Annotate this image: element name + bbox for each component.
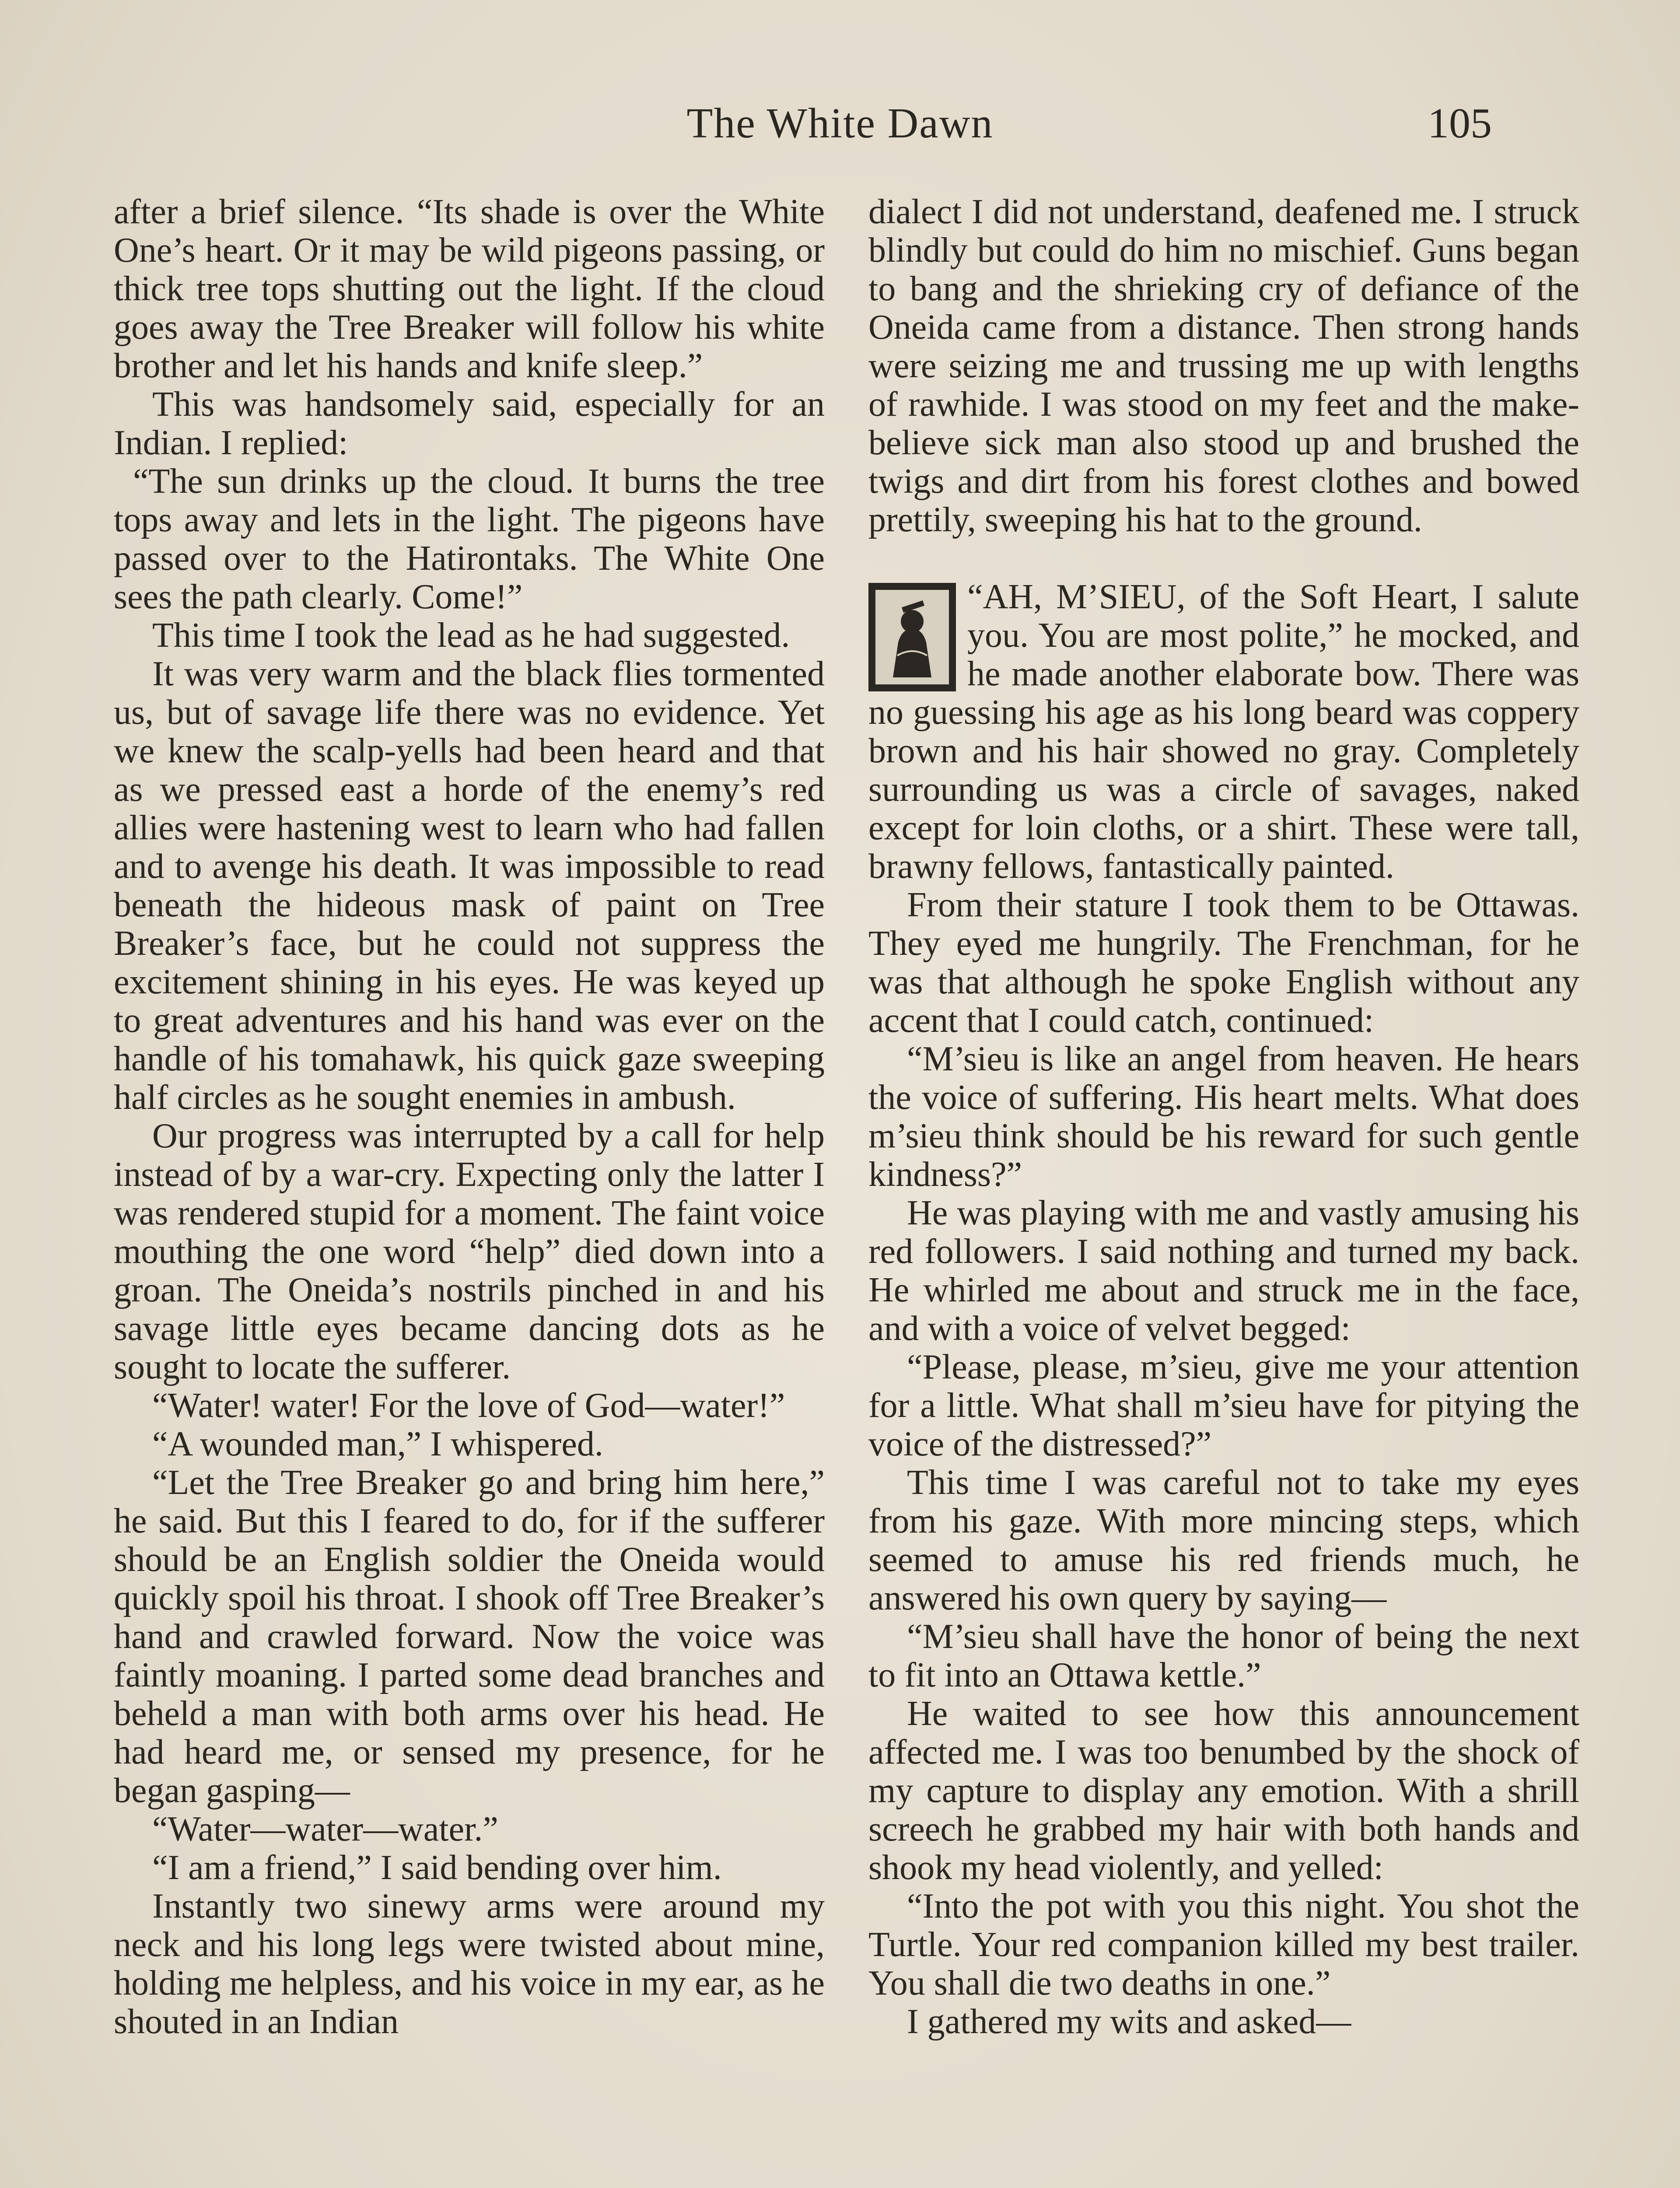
paragraph: I gathered my wits and asked—	[907, 2002, 1351, 2041]
paragraph: This time I was careful not to take my eyes from his gaze. With more mincing steps, which seemed to amuse his red friends much, he answered his own query by saying—	[868, 1463, 1579, 1617]
paragraph: “M’sieu shall have the honor of being the next to fit into an Ottawa kettle.”	[868, 1617, 1579, 1694]
paragraph: From their stature I took them to be Ottawas. They eyed me hungrily. The Frenchman, for he was that although he spoke English without any accent that I could catch, continued:	[868, 886, 1579, 1040]
paragraph: “The sun drinks up the cloud. It burns the tree tops away and lets in the light. The pigeons have passed over to the Hatirontaks. The White One sees the path clearly. Come!”	[114, 462, 825, 616]
paragraph: “Water—water—water.”	[152, 1810, 498, 1848]
paragraph: “Into the pot with you this night. You shot the Turtle. Your red companion killed my best trailer. You shall die two deaths in one.”	[868, 1887, 1579, 2002]
paragraph: It was very warm and the black flies tormented us, but of savage life there was no evidence. Yet we knew the scalp-yells had been heard and that as we pressed east a horde of the enemy’s red allies were hastening west to learn who had fallen and to avenge his death. It was impossible to read beneath the hideous mask of paint on Tree Breaker’s face, but he could not suppress the excitement shining in his eyes. He was keyed up to great adventures and his hand was ever on the handle of his tomahawk, his quick gaze sweeping half circles as he sought enemies in ambush.	[114, 655, 825, 1117]
page-number: 105	[1428, 100, 1492, 147]
paragraph: after a brief silence. “Its shade is over the White One’s heart. Or it may be wild pigeons passing, or thick tree tops shutting out the light. If the cloud goes away the Tree Breaker will follow his white brother and let his hands and knife sleep.”	[114, 193, 825, 385]
paragraph: “Water! water! For the love of God—water!”	[152, 1386, 785, 1425]
paragraph: This time I took the lead as he had suggested.	[152, 616, 790, 655]
page-header	[114, 99, 1566, 151]
paragraph: He was playing with me and vastly amusing his red followers. I said nothing and turned my back. He whirled me about and struck me in the face, and with a voice of velvet begged:	[868, 1194, 1579, 1348]
paragraph: dialect I did not understand, deafened me. I struck blindly but could do him no mischief. Guns began to bang and the shrieking cry of defiance of the Oneida came from a distance. Then strong hands were seizing me and trussing me up with lengths of rawhide. I was stood on my feet and the make-believe sick man also stood up and brushed the twigs and dirt from his forest clothes and bowed prettily, sweeping his hat to the ground.	[868, 193, 1579, 539]
paragraph: “I am a friend,” I said bending over him.	[152, 1848, 722, 1887]
paragraph: “AH, M’SIEU, of the Soft Heart, I salute you. You are most polite,” he mocked, and he made another elaborate bow. There was no guessing his age as his long beard was coppery brown and his hair showed no gray. Completely surrounding us was a circle of savages, naked except for loin cloths, or a shirt. These were tall, brawny fellows, fantastically painted.	[868, 578, 1579, 886]
paragraph: This was handsomely said, especially for an Indian. I replied:	[114, 385, 825, 462]
paragraph: “Please, please, m’sieu, give me your attention for a little. What shall m’sieu have for pitying the voice of the distressed?”	[868, 1348, 1579, 1463]
dropcap-paragraph-block	[868, 578, 1579, 886]
paragraph: “Let the Tree Breaker go and bring him here,” he said. But this I feared to do, for if the sufferer should be an English soldier the Oneida would quickly spoil his throat. I shook off Tree Breaker’s hand and crawled forward. Now the voice was faintly moaning. I parted some dead branches and beheld a man with both arms over his head. He had heard me, or sensed my presence, for he began gasping—	[114, 1463, 825, 1810]
engraved-figure-initial-icon	[868, 583, 956, 691]
paragraph: Instantly two sinewy arms were around my neck and his long legs were twisted about mine, holding me helpless, and his voice in my ear, as he shouted in an Indian	[114, 1887, 825, 2041]
right-column	[868, 193, 1579, 2041]
left-column	[114, 193, 825, 2041]
paragraph: Our progress was interrupted by a call for help instead of by a war-cry. Expecting only the latter I was rendered stupid for a moment. The faint voice mouthing the one word “help” died down into a groan. The Oneida’s nostrils pinched in and his savage little eyes became dancing dots as he sought to locate the sufferer.	[114, 1117, 825, 1386]
paragraph: “M’sieu is like an angel from heaven. He hears the voice of suffering. His heart melts. What does m’sieu think should be his reward for such gentle kindness?”	[868, 1040, 1579, 1194]
paragraph: “A wounded man,” I whispered.	[152, 1425, 603, 1463]
running-title: The White Dawn	[686, 100, 994, 147]
paragraph: He waited to see how this announcement affected me. I was too benumbed by the shock of my capture to display any emotion. With a shrill screech he grabbed my hair with both hands and shook my head violently, and yelled:	[868, 1694, 1579, 1887]
